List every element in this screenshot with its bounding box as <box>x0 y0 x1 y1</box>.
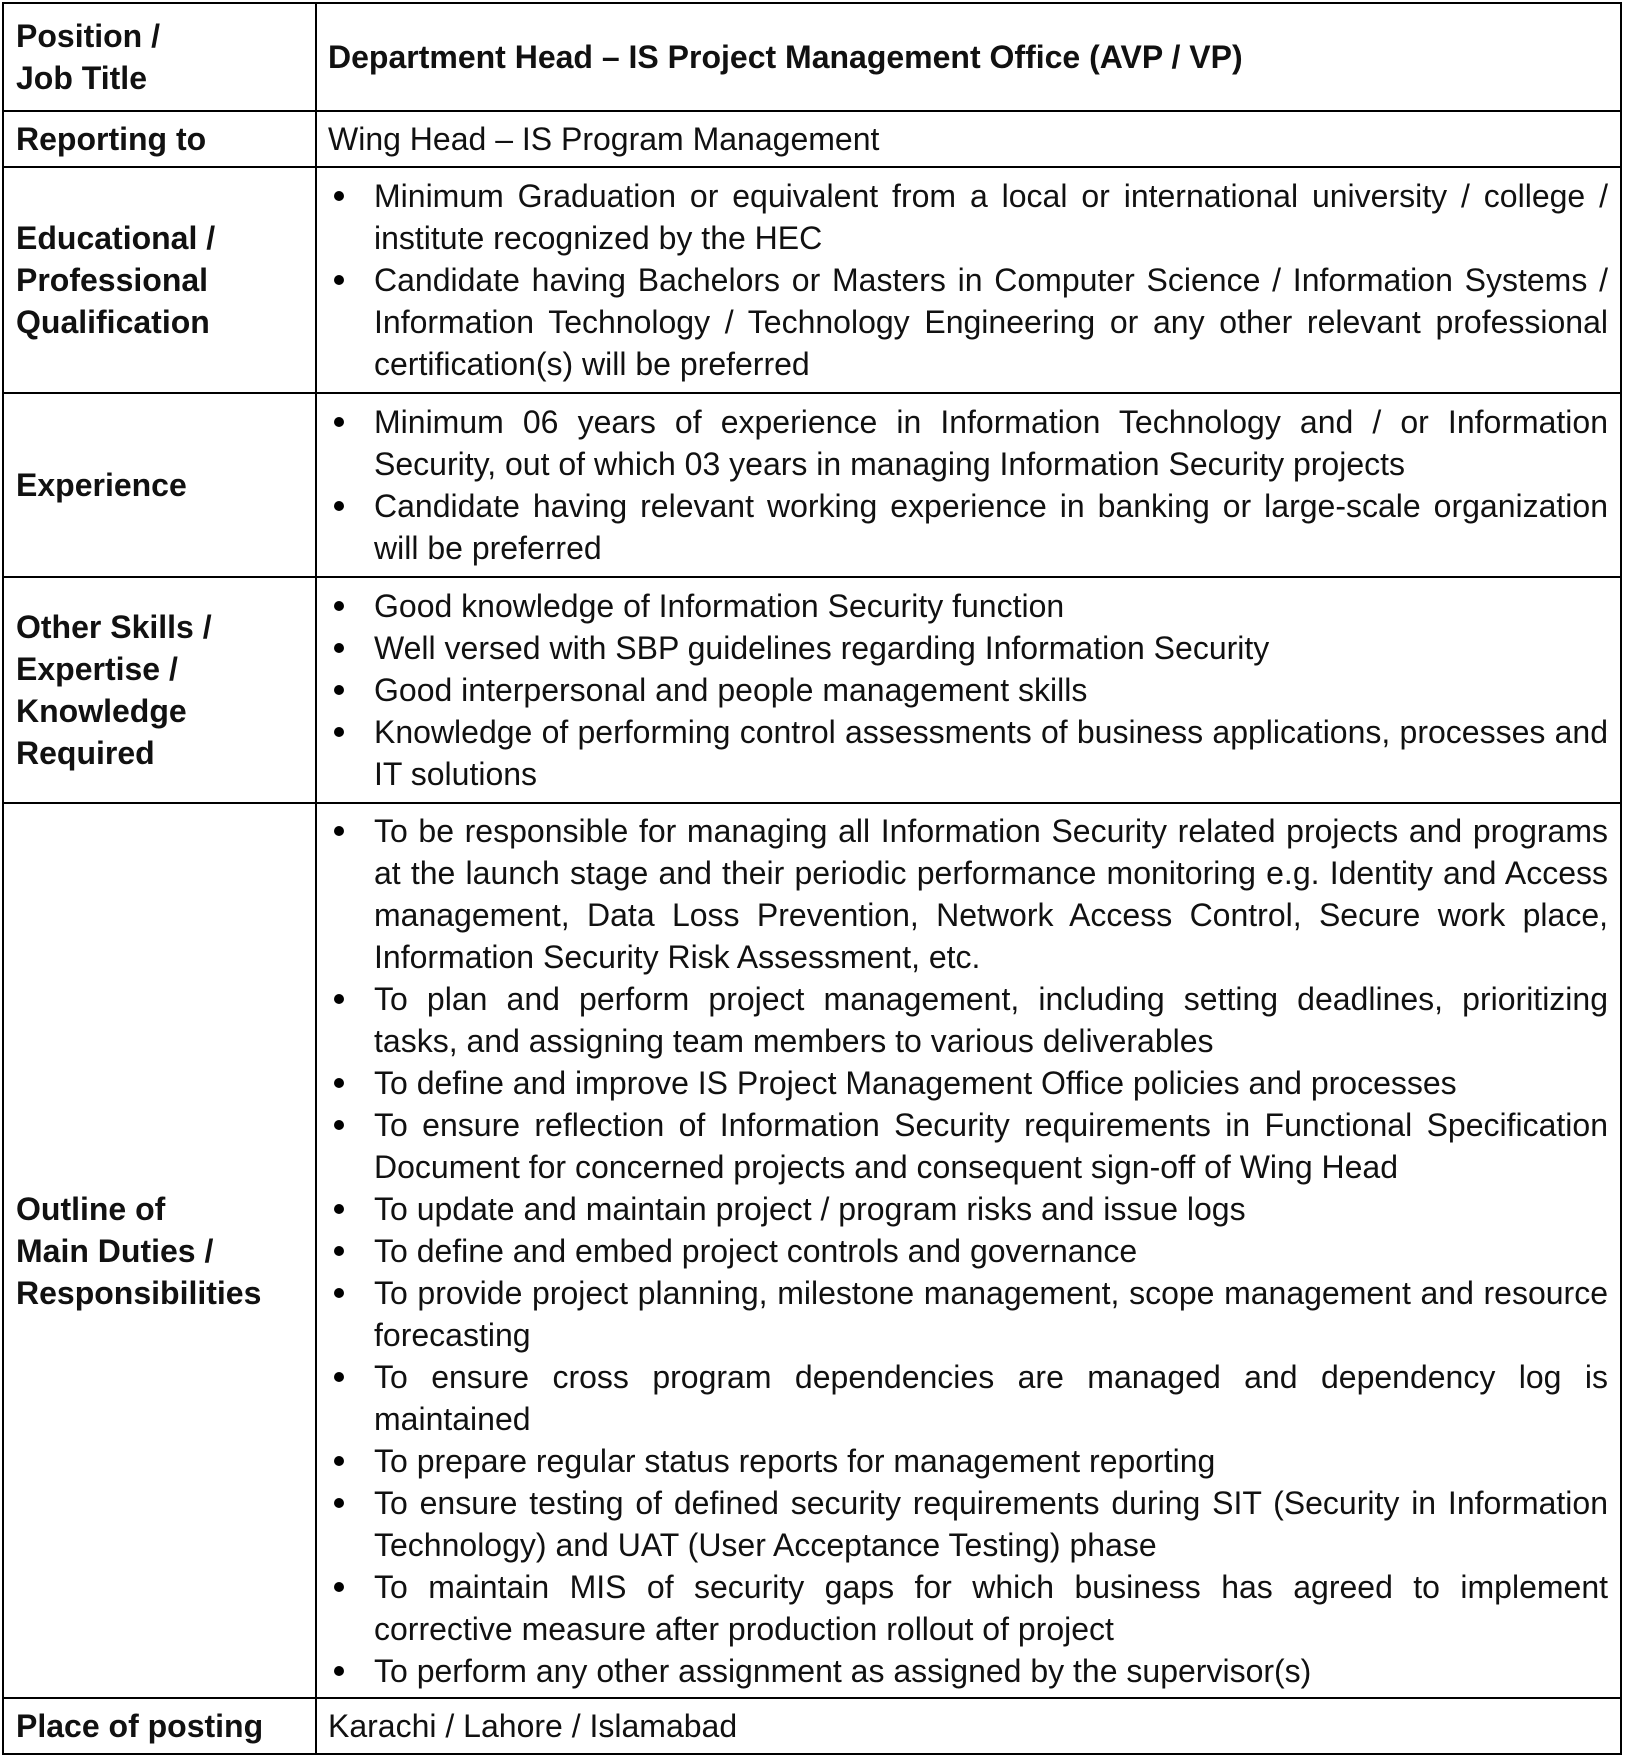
skills-list <box>328 585 1608 795</box>
experience-list <box>328 401 1608 569</box>
experience-value <box>316 393 1621 577</box>
duties-list <box>328 810 1608 1692</box>
label-reporting: Reporting to <box>3 111 316 167</box>
list-item: To update and maintain project / program risks and issue logs <box>328 1188 1608 1230</box>
list-item: Minimum Graduation or equivalent from a local or international university / college / institute recognized by the HEC <box>328 175 1608 259</box>
label-skills <box>3 577 316 803</box>
label-line: Qualification <box>16 304 210 340</box>
row-skills <box>3 577 1621 803</box>
list-item: Knowledge of performing control assessments of business applications, processes and IT solutions <box>328 711 1608 795</box>
label-line: Main Duties / <box>16 1232 214 1269</box>
list-item: Good knowledge of Information Security function <box>328 585 1608 627</box>
label-line: Expertise / <box>16 651 178 687</box>
list-item: To define and embed project controls and governance <box>328 1230 1608 1272</box>
label-line: Professional <box>16 262 209 298</box>
list-item: To perform any other assignment as assigned by the supervisor(s) <box>328 1650 1608 1692</box>
label-education <box>3 167 316 393</box>
list-item: Good interpersonal and people management skills <box>328 669 1608 711</box>
label-position <box>3 3 316 111</box>
list-item: To provide project planning, milestone management, scope management and resource forecasting <box>328 1272 1608 1356</box>
education-list <box>328 175 1608 385</box>
list-item: To ensure testing of defined security requirements during SIT (Security in Information Technology) and UAT (User Acceptance Testing) phase <box>328 1482 1608 1566</box>
list-item: To be responsible for managing all Information Security related projects and programs at the launch stage and their periodic performance monitoring e.g. Identity and Access management, Data Loss Prevention, Network Access Control, Secure work place, Information Security Risk Assessment, etc. <box>328 810 1608 978</box>
list-item: To ensure reflection of Information Security requirements in Functional Specification Document for concerned projects and consequent sign-off of Wing Head <box>328 1104 1608 1188</box>
label-line: Outline of <box>16 1190 166 1227</box>
label-line: Position / <box>16 18 160 54</box>
list-item: To plan and perform project management, including setting deadlines, prioritizing tasks, and assigning team members to various deliverables <box>328 978 1608 1062</box>
label-line: Job Title <box>16 60 147 96</box>
label-line: Required <box>16 735 155 771</box>
label-line: Responsibilities <box>16 1274 262 1311</box>
row-position <box>3 3 1621 111</box>
label-line: Knowledge <box>16 693 187 729</box>
list-item: To maintain MIS of security gaps for which business has agreed to implement corrective measure after production rollout of project <box>328 1566 1608 1650</box>
list-item: To ensure cross program dependencies are managed and dependency log is maintained <box>328 1356 1608 1440</box>
label-line: Other Skills / <box>16 609 212 645</box>
list-item: To define and improve IS Project Management Office policies and processes <box>328 1062 1608 1104</box>
label-posting: Place of posting <box>3 1698 316 1754</box>
list-item: Candidate having relevant working experience in banking or large-scale organization will be preferred <box>328 485 1608 569</box>
row-education <box>3 167 1621 393</box>
duties-value <box>316 803 1621 1698</box>
row-reporting <box>3 111 1621 167</box>
education-value <box>316 167 1621 393</box>
list-item: Well versed with SBP guidelines regarding Information Security <box>328 627 1608 669</box>
label-line: Educational / <box>16 220 216 256</box>
posting-value: Karachi / Lahore / Islamabad <box>316 1698 1621 1754</box>
skills-value <box>316 577 1621 803</box>
list-item: Candidate having Bachelors or Masters in Computer Science / Information Systems / Information Technology / Technology Engineering or any other relevant professional certification(s) will be preferred <box>328 259 1608 385</box>
job-description-table <box>2 2 1622 1755</box>
list-item: To prepare regular status reports for management reporting <box>328 1440 1608 1482</box>
list-item: Minimum 06 years of experience in Information Technology and / or Information Security, out of which 03 years in managing Information Security projects <box>328 401 1608 485</box>
row-experience <box>3 393 1621 577</box>
label-duties <box>3 803 316 1698</box>
label-experience: Experience <box>3 393 316 577</box>
reporting-to-value: Wing Head – IS Program Management <box>316 111 1621 167</box>
job-title: Department Head – IS Project Management Office (AVP / VP) <box>316 3 1621 111</box>
row-posting <box>3 1698 1621 1754</box>
row-duties <box>3 803 1621 1698</box>
